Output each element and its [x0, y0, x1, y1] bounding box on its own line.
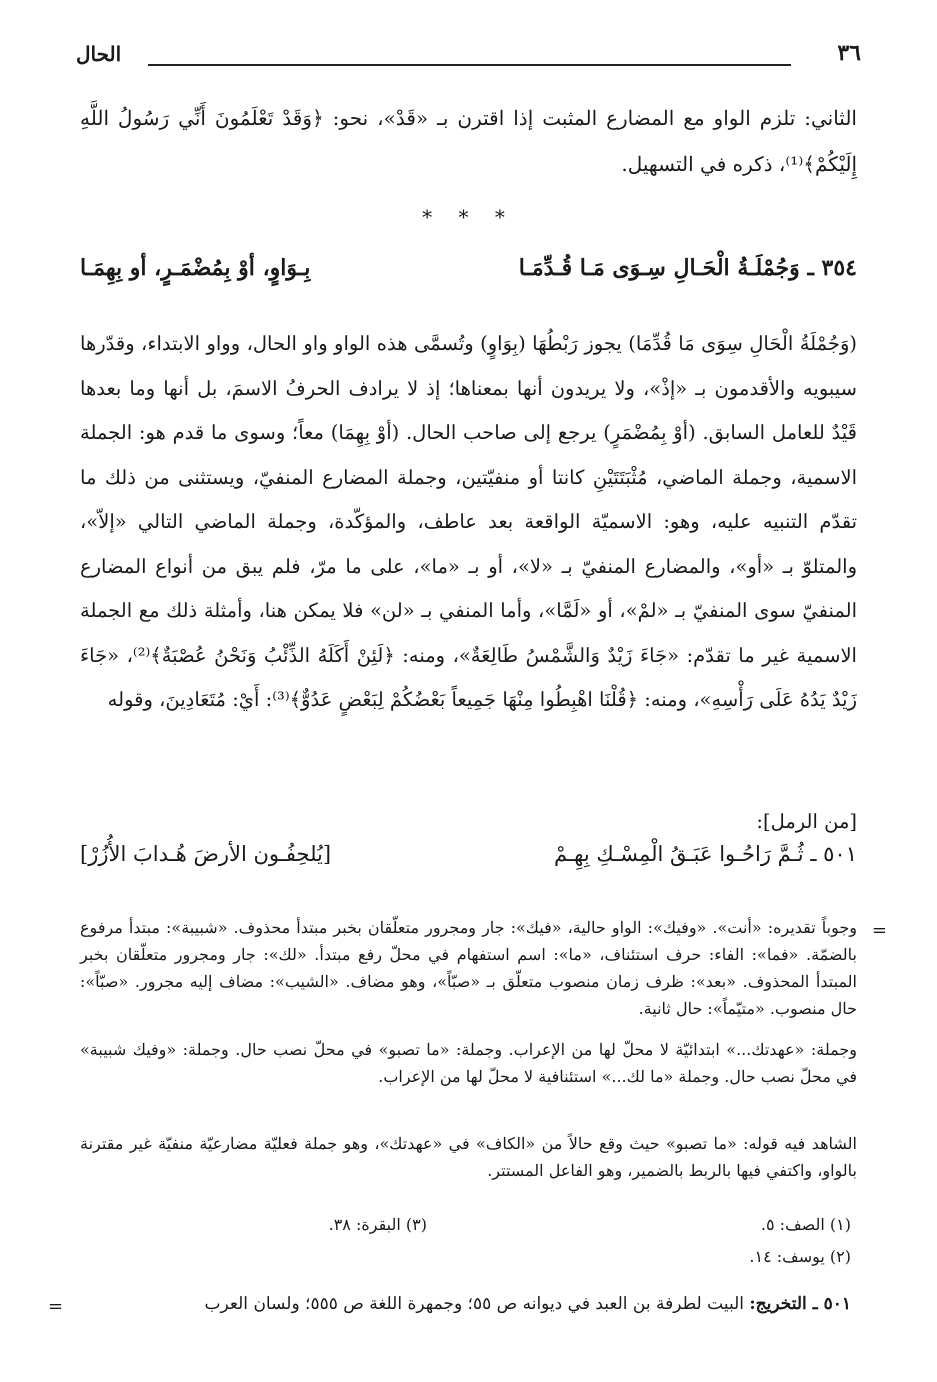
intro-paragraph: الثاني: تلزم الواو مع المضارع المثبت إذا اقترن بـ «قَدْ»، نحو: ﴿وَقَدْ تَعْلَمُونَ أَنِّي رَسُولُ اللَّهِ إِلَيْكُمْ﴾⁽¹⁾، ذكره في التسهيل. [80, 106, 857, 176]
verse-354 [80, 255, 857, 295]
source-continuation-mark: = [48, 1296, 64, 1317]
page-header [76, 40, 861, 76]
source-label: ٥٠١ ـ التخريج: [749, 1294, 851, 1314]
footnote-evidence: الشاهد فيه قوله: «ما تصبو» حيث وقع حالاً من «الكاف» في «عهدتك»، وهو جملة فعليّة مضارعيّة منفيّة غير مقترنة بالواو، واكتفي فيها بالربط بالضمير، وهو الفاعل المستتر. [80, 1134, 857, 1180]
footnote-continuation-mark: = [871, 920, 887, 941]
footnote-ref-2: (٢) يوسف: ١٤. [749, 1247, 851, 1266]
footnote-parsing-1: وجوباً تقديره: «أنت». «وفيك»: الواو حالية، «فيك»: جار ومجرور متعلّقان بخبر مبتدأ محذوف. «شبيبة»: مبتدأ مرفوع بالضمّة. «فما»: الفاء: حرف استئناف، «ما»: اسم استفهام في محلّ رفع مبتدأ. «لك»: جار ومجرور متعلّقان بخبر المبتدأ المحذوف. «بعد»: ظرف زمان منصوب متعلّق بـ «صبّاً»، وهو مضاف. «الشيب»: مضاف إليه مجرور. «صبّاً»: حال منصوب. «متيّماً»: حال ثانية. [80, 918, 857, 1018]
verse-354-first-hemistich: ٣٥٤ ـ وَجُمْلَـةُ الْحَـالِ سِـوَى مَـا قُـدِّمَـا [518, 255, 857, 281]
source-text: البيت لطرفة بن العبد في ديوانه ص ٥٥؛ وجمهرة اللغة ص ٥٥٥؛ ولسان العرب [204, 1294, 744, 1314]
chapter-title: الحال [76, 42, 122, 66]
meter-label: [من الرمل]: [756, 810, 857, 833]
footnote-parsing-2: وجملة: «عهدتك...» ابتدائيّة لا محلّ لها من الإعراب. وجملة: «ما تصبو» في محلّ نصب حال. وجملة: «وفيك شبيبة» في محلّ نصب حال. وجملة «ما لك...» استئنافية لا محلّ لها من الإعراب. [80, 1040, 857, 1086]
verse-501 [80, 842, 857, 882]
header-rule [148, 64, 791, 66]
verse-501-first-hemistich: ٥٠١ ـ ثُـمَّ رَاحُـوا عَبَـقُ الْمِسْـكِ بِهِـمْ [554, 842, 857, 866]
verse-354-second-hemistich: بِـوَاوٍ، أوْ بِمُضْمَـرٍ، أو بِهِمَـا [80, 255, 311, 281]
commentary-paragraph: (وَجُمْلَةُ الْحَالِ سِوَى مَا قُدِّمَا) يجوز رَبْطُهَا (بِوَاوٍ) وتُسمَّى هذه الواو واو الحال، وواو الابتداء، وقدّرها سيبويه والأقدمون بـ «إذْ»، ولا يريدون أنها بمعناها؛ إذ لا يرادف الحرفُ الاسمَ، بل أنها وما بعدها قَيْدٌ للعامل السابق. (أوْ بِمُضْمَرٍ) يرجع إلى صاحب الحال. (أوْ بِهِمَا) معاً؛ وسوى ما قدم هو: الجملة الاسمية، وجملة الماضي، مُثْبَتَتَيْنِ كانتا أو منفيّتين، وجملة المضارع المنفيّ، ويستثنى من ذلك ما تقدّم التنبيه عليه، وهو: الاسميّة الواقعة بعد عاطف، والمؤكّدة، وجملة الماضي التالي «إلاّ»، والمتلوّ بـ «أو»، والمضارع المنفيّ بـ «لا»، أو بـ «ما»، على ما مرّ، فلم يبق من أنواع المضارع المنفيّ سوى المنفيّ بـ «لمْ»، أو «لَمَّا»، وأما المنفي بـ «لن» فلا يمكن هنا، وأمثلة ذلك مع الجملة الاسمية غير ما تقدّم: «جَاءَ زَيْدٌ وَالشَّمْسُ طَالِعَةٌ»، ومنه: ﴿لَئِنْ أَكَلَهُ الذِّئْبُ وَنَحْنُ عُصْبَةٌ﴾⁽²⁾، «جَاءَ زَيْدٌ يَدُهُ عَلَى رَأْسِهِ»، ومنه: ﴿قُلْنَا اهْبِطُوا مِنْهَا جَمِيعاً بَعْضُكُمْ لِبَعْضٍ عَدُوٌّ﴾⁽³⁾: أَيْ: مُتَعَادِينَ، وقوله [80, 332, 857, 711]
page-number: ٣٦ [837, 40, 861, 66]
section-separator: * * * [422, 205, 515, 229]
verse-501-second-hemistich: [يُلحِفُـون الأرضَ هُـدابَ الأُزُرْ] [80, 842, 332, 866]
source-citation [80, 1294, 851, 1314]
footnote-ref-1: (١) الصف: ٥. [760, 1215, 851, 1234]
footnote-ref-3: (٣) البقرة: ٣٨. [328, 1215, 427, 1234]
